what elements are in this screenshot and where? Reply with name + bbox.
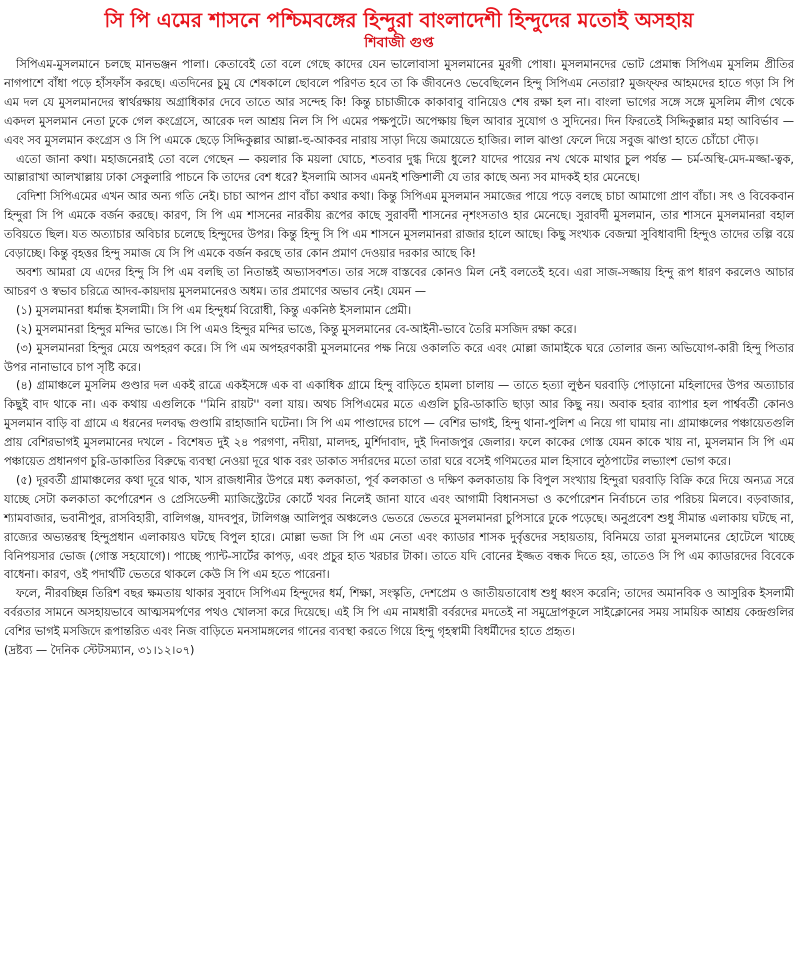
paragraph: এতো জানা কথা। মহাজনেরাই তো বলে গেছেন — কয়লার কি ময়লা ঘোচে, শতবার দুগ্ধ দিয়ে ধুলে? যাদের পায়ের নখ থেকে মাথার চুল পর্যন্ত — চর্ম-অস্থি-মেদ-মজ্জা-ত্বক, আল্লারাখা আলখাল্লায় ঢাকা সেকুলারি পাচনে কি তাদের বেশ ধরে? ইসলামি আসব এমনই শক্তিশালী যে তার কাছে অন্য সব মাদকই হার মেনেছে। <box>4 152 794 185</box>
article-author: শিবাজী গুপ্ত <box>364 35 434 51</box>
source-citation: (দ্রষ্টব্য — দৈনিক স্টেটসম্যান, ৩১।১২।০৭) <box>4 644 195 658</box>
list-item: (১) মুসলমানরা ধর্মান্ধ ইসলামী। সি পি এম হিন্দুধর্ম বিরোধী, কিন্তু একনিষ্ঠ ইসলামান প্রেমী। <box>16 303 412 317</box>
list-item: (২) মুসলমানরা হিন্দুর মন্দির ভাঙে। সি পি এমও হিন্দুর মন্দির ভাঙে, কিন্তু মুসলমানের বে-আইনী-ভাবে তৈরি মসজিদ রক্ষা করে। <box>16 322 577 336</box>
article-title: সি পি এমের শাসনে পশ্চিমবঙ্গের হিন্দুরা বাংলাদেশী হিন্দুদের মতোই অসহায় <box>104 8 694 32</box>
paragraph: ফলে, নীরবচ্ছিন্ন তিরিশ বছর ক্ষমতায় থাকার সুবাদে সিপিএম হিন্দুদের ধর্ম, শিক্ষা, সংস্কৃতি, দেশপ্রেম ও জাতীয়তাবোধ শুধু ধ্বংস করেনি; তাদের অমানবিক ও আসুরিক ইসলামী বর্বরতার সামনে অসহায়ভাবে আত্মসমর্পণের পথও খোলসা করে দিয়েছে। এই সি পি এম নামধারী বর্বরদের মদতেই না সমুদ্রোপকূলে সাইক্লোনের সময় সাময়িক আশ্রয় কেন্দ্রগুলির বেশির ভাগই মসজিদে রূপান্তরিত এবং নিজ বাড়িতে মনসামঙ্গলের গানের ব্যবস্থা করতে গিয়ে হিন্দু গৃহস্বামী বিধর্মীদের হাতে প্রহৃত। <box>4 587 794 639</box>
list-item: (৫) দূরবর্তী গ্রামাঞ্চলের কথা দূরে থাক, খাস রাজধানীর উপরে মধ্য কলকাতা, পূর্ব কলকাতা ও দক্ষিণ কলকাতায় কি বিপুল সংখ্যায় হিন্দুরা ঘরবাড়ি বিক্রি করে দিয়ে অন্যত্র সরে যাচ্ছে সেটা কলকাতা কর্পোরেশন ও প্রেসিডেন্সী ম্যাজিস্ট্রেটের কোর্টে খবর নিলেই জানা যাবে এবং আগামী বিধানসভা ও কর্পোরেশন নির্বাচনে তার পরিচয় মিলবে। বড়বাজার, শ্যামবাজার, ভবানীপুর, রাসবিহারী, বালিগঞ্জ, যাদবপুর, টালিগঞ্জ আলিপুর অঞ্চলেও ভেতরে ভেতরে মুসলমানরা চুপিসারে ঢুকে পড়েছে। অনুপ্রবেশ শুধু সীমান্ত এলাকায় ঘটছে না, রাজ্যের অভ্যন্তরস্থ হিন্দুপ্রধান এলাকায়ও ঘটছে বিপুল হারে। মোল্লা ভজা সি পি এম নেতা এবং ক্যাডার শাসক দুর্বৃত্তদের সহায়তায়, বিনিময়ে তারা মুসলমানের হোটেলে খাচ্ছে বিনিপয়সার ভোজ (গোস্ত সহযোগে)। পাচ্ছে প্যান্ট-সার্টের কাপড়, এবং প্রচুর হাত খরচার টাকা। তাতে যদি বোনের ইজ্জত বন্ধক দিতে হয়, তাতেও সি পি এম ক্যাডারদের বিবেকে বাধেনা। কারণ, ওই পদার্থটি ভেতরে থাকলে কেউ সি পি এম হতে পারেনা। <box>4 473 794 582</box>
paragraph: সিপিএম-মুসলমানে চলছে মানভঞ্জন পালা। কেতাবেই তো বলে গেছে কাদের যেন ভালোবাসা মুসলমানের মুরগী পোষা। মুসলমানদের ভোট প্রেমান্ধ সিপিএম মুসলিম প্রীতির নাগপাশে বাঁধা পড়ে হাঁসফাঁস করছে। এতদিনের চুমু যে শেষকালে ছোবলে পরিণত হবে তা কি জীবনেও ভেবেছিলেন হিন্দু সিপিএম নেতারা? মুজফ্‌ফর আহমদের হাতে গড়া সি পি এম দল যে মুসলমানদের স্বার্থরক্ষায় অগ্রাধিকার দেবে তাতে আর সন্দেহ কি! কিন্তু চাচাজীকে কাকাবাবু বানিয়েও শেষ রক্ষা হল না। বাংলা ভাগের সঙ্গে সঙ্গে মুসলিম লীগ থেকে একদল মুসলমান নেতা ঢুকে গেল কংগ্রেসে, আরেক দল আশ্রয় নিল সি পি এমের পক্ষপুটে। অপেক্ষায় ছিল আবার সুযোগ ও সুদিনের। দিন ফিরতেই সিদ্দিকুল্লার মহা আবির্ভাব — এবং সব মুসলমান কংগ্রেস ও সি পি এমকে ছেড়ে সিদ্দিকুল্লার আল্লা-হু-আকবর নারায় সাড়া দিয়ে জমায়েতে হাজির। লাল ঝাণ্ডা ফেলে দিয়ে সবুজ ঝাণ্ডা হাতে চোঁচো দৌড়। <box>4 58 794 147</box>
paragraph: অবশ্য আমরা যে এদের হিন্দু সি পি এম বলছি তা নিতান্তই অভ্যাসবশত। তার সঙ্গে বাস্তবের কোনও মিল নেই বলতেই হবে। এরা সাজ-সজ্জায় হিন্দু রূপ ধারণ করলেও আচার আচরণ ও স্বভাব চরিত্রে আদব-কায়দায় মুসলমানেরও অধম। তার প্রমাণের অভাব নেই। যেমন — <box>4 265 794 298</box>
paragraph: বেদিশা সিপিএমের এখন আর অন্য গতি নেই। চাচা আপন প্রাণ বাঁচা কথার কথা। কিন্তু সিপিএম মুসলমান সমাজের পায়ে পড়ে বলছে চাচা আমাগো প্রাণ বাঁচা। সৎ ও বিবেকবান হিন্দুরা সি পি এমকে বর্জন করছে। কারণ, সি পি এম শাসনের নারকীয় রূপের কাছে সুরাবর্দী শাসনের নৃশংসতাও হার মেনেছে। সুরাবর্দী মুসলমান, তার শাসনে মুসলমানরা বহাল তবিয়তে ছিল। যত অত্যাচার অবিচার চলেছে হিন্দুদের উপর। কিন্তু হিন্দু সি পি এম শাসনে মুসলমানরা রাজার হালে আছে। কিছু সংখ্যক বেজন্মা সুবিধাবাদী হিন্দুও তাদের তল্পি বয়ে বেড়াচ্ছে। কিন্তু বৃহত্তর হিন্দু সমাজ যে সি পি এমকে বর্জন করছে তার কোন প্রমাণ দেওয়ার দরকার আছে কি! <box>4 190 794 261</box>
list-item: (৪) গ্রামাঞ্চলে মুসলিম গুণ্ডার দল একই রাত্রে একইসঙ্গে এক বা একাধিক গ্রামে হিন্দু বাড়িতে হামলা চালায় — তাতে হত্যা লুণ্ঠন ঘরবাড়ি পোড়ানো মহিলাদের উপর অত্যাচার কিছুই বাদ থাকে না। এক কথায় এগুলিকে ''মিনি রায়ট'' বলা যায়। অথচ সিপিএমের মতে এগুলি চুরি-ডাকাতি ছাড়া আর কিছু নয়। অবাক হবার ব্যাপার হল পার্শ্ববর্তী কোনও মুসলমান বাড়ি বা গ্রামে এ ধরনের দলবদ্ধ গুণ্ডামি রাহাজানি ঘটেনা। সি পি এম পাণ্ডাদের চাপে — বেশির ভাগই, হিন্দু থানা-পুলিশ এ নিয়ে গা ঘামায় না। গ্রামাঞ্চলের পঞ্চায়েতগুলি প্রায় বেশিরভাগই মুসলমানের দখলে - বিশেষত দুই ২৪ পরগণা, নদীয়া, মালদহ, মুর্শিদাবাদ, দুই দিনাজপুর জেলার। ফলে কাকের গোস্ত যেমন কাকে খায় না, মুসলমান সি পি এম পঞ্চায়েত প্রধানগণ চুরি-ডাকাতির বিরুদ্ধে ব্যবস্থা নেওয়া দূরে থাক বরং ডাকাত সর্দারদের মতো তারা ঘরে বসেই গণিমতের মাল হিসাবে লুঠপাটের লভ্যাংশ ভোগ করে। <box>4 379 794 469</box>
article-body <box>4 56 794 661</box>
list-item: (৩) মুসলমানরা হিন্দুর মেয়ে অপহরণ করে। সি পি এম অপহরণকারী মুসলমানের পক্ষ নিয়ে ওকালতি করে এবং মোল্লা জামাইকে ঘরে তোলার জন্য অভিযোগ-কারী হিন্দু পিতার উপর নানাভাবে চাপ সৃষ্টি করে। <box>4 341 794 374</box>
